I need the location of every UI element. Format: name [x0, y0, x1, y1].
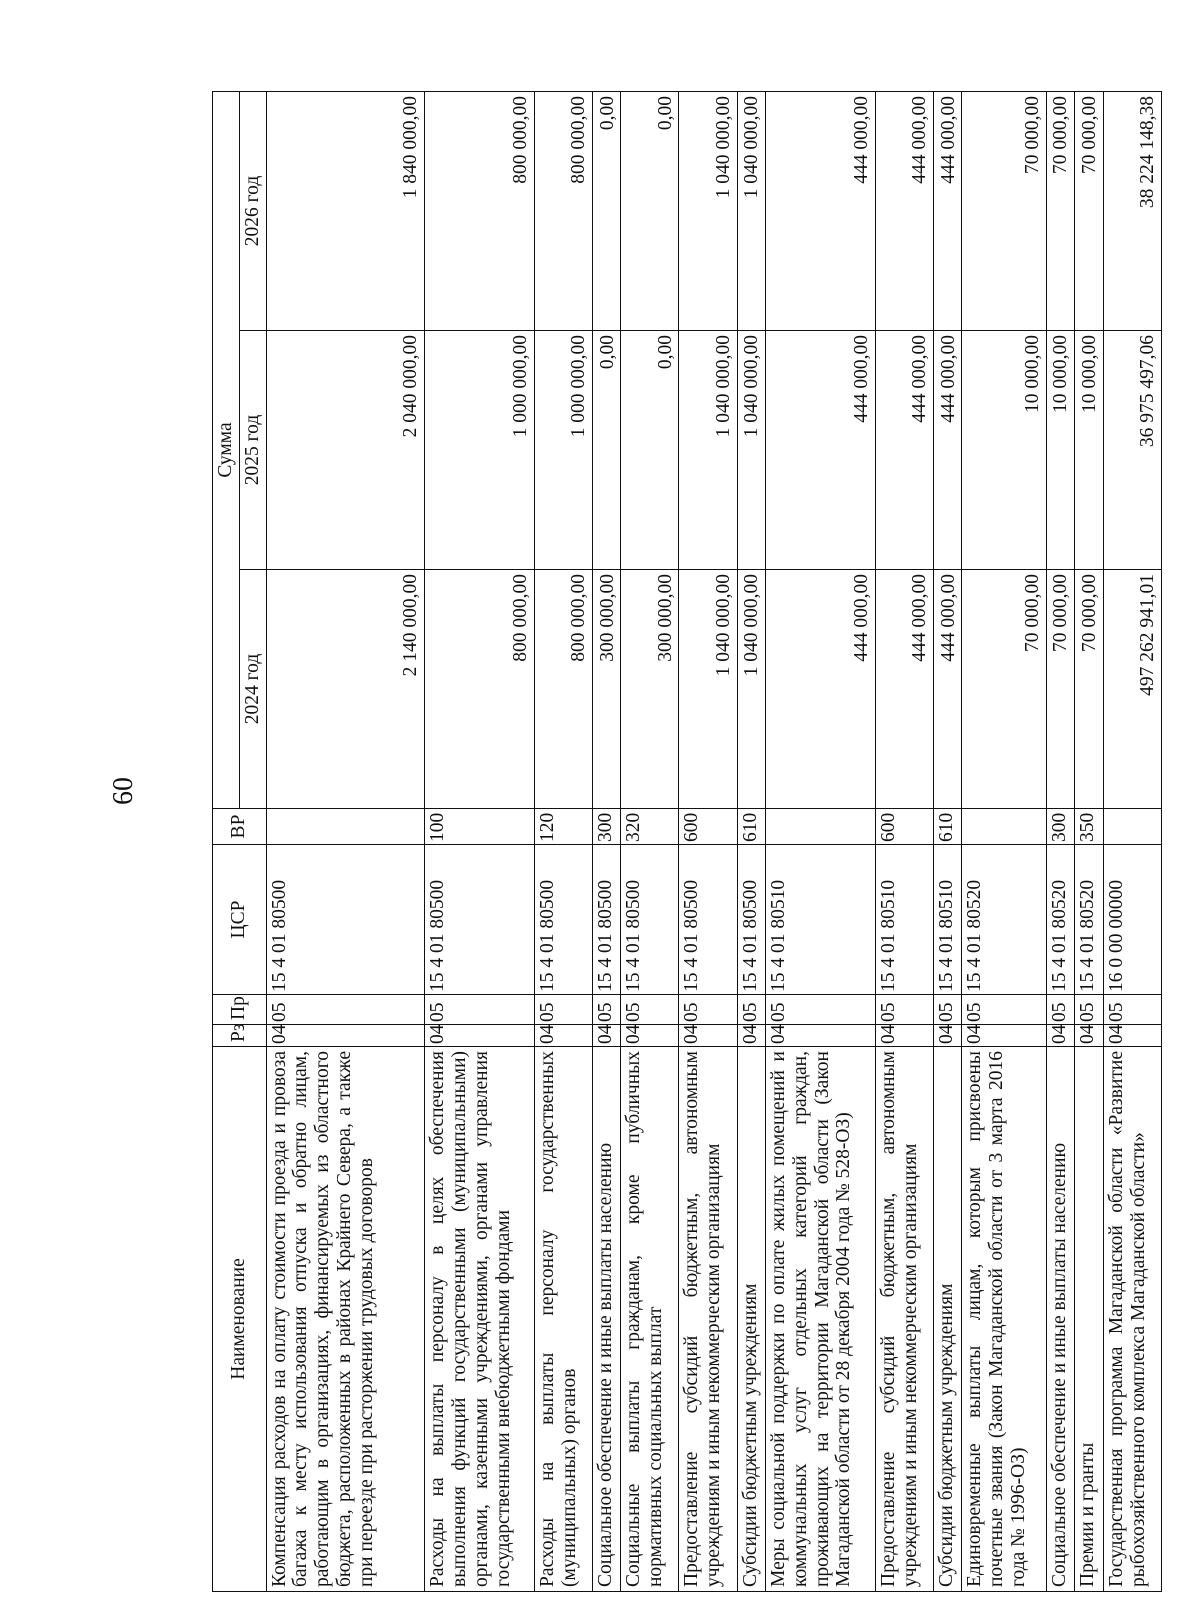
row-rz: 04 — [962, 1025, 1046, 1047]
row-name: Расходы на выплаты персоналу в целях обеспечения выполнения функций государственными (муниципальными) органами, казенными учреждениями, органами управления государственными внебюджетными фондами — [425, 1047, 535, 1592]
row-name: Предоставление субсидий бюджетным, автономным учреждениям и иным некоммерческим организациям — [679, 1047, 737, 1592]
table-row — [875, 92, 933, 1592]
table-row — [621, 92, 679, 1592]
row-sum-2024: 2 140 000,00 — [266, 570, 424, 809]
row-sum-2024: 70 000,00 — [962, 570, 1046, 809]
row-csr: 15 4 01 80520 — [1075, 845, 1104, 995]
table-row — [679, 92, 737, 1592]
header-name: Наименование — [213, 1047, 267, 1592]
row-sum-2025: 36 975 497,06 — [1103, 331, 1161, 570]
row-sum-2024: 444 000,00 — [766, 570, 876, 809]
row-sum-2026: 0,00 — [592, 92, 621, 331]
row-vr — [1103, 809, 1161, 845]
budget-table — [212, 91, 1162, 1592]
row-pr: 05 — [737, 995, 766, 1025]
row-pr: 05 — [592, 995, 621, 1025]
table-row — [425, 92, 535, 1592]
row-vr — [266, 809, 424, 845]
header-csr: ЦСР — [213, 845, 267, 995]
row-sum-2025: 444 000,00 — [933, 331, 962, 570]
header-vr: ВР — [213, 809, 267, 845]
header-pr: Пр — [213, 995, 267, 1025]
row-vr — [766, 809, 876, 845]
row-csr: 15 4 01 80510 — [875, 845, 933, 995]
row-sum-2024: 444 000,00 — [933, 570, 962, 809]
row-rz: 04 — [425, 1025, 535, 1047]
row-csr: 15 4 01 80500 — [266, 845, 424, 995]
row-sum-2025: 10 000,00 — [1046, 331, 1075, 570]
row-sum-2024: 1 040 000,00 — [737, 570, 766, 809]
row-csr: 15 4 01 80500 — [425, 845, 535, 995]
row-sum-2024: 800 000,00 — [534, 570, 592, 809]
row-pr: 05 — [266, 995, 424, 1025]
row-rz: 04 — [1046, 1025, 1075, 1047]
row-name: Социальное обеспечение и иные выплаты населению — [592, 1047, 621, 1592]
row-csr: 15 4 01 80510 — [766, 845, 876, 995]
row-pr: 05 — [766, 995, 876, 1025]
table-row — [534, 92, 592, 1592]
row-csr: 15 4 01 80500 — [534, 845, 592, 995]
header-2024: 2024 год — [239, 570, 266, 809]
row-vr — [962, 809, 1046, 845]
row-sum-2025: 1 040 000,00 — [737, 331, 766, 570]
row-name: Социальные выплаты гражданам, кроме публичных нормативных социальных выплат — [621, 1047, 679, 1592]
header-sum: Сумма — [213, 92, 240, 809]
row-sum-2024: 800 000,00 — [425, 570, 535, 809]
row-sum-2024: 300 000,00 — [592, 570, 621, 809]
budget-table-container — [212, 92, 1162, 1592]
row-rz: 04 — [766, 1025, 876, 1047]
row-sum-2026: 70 000,00 — [962, 92, 1046, 331]
header-rz: Рз — [213, 1025, 267, 1047]
row-rz: 04 — [679, 1025, 737, 1047]
row-name: Меры социальной поддержки по оплате жилых помещений и коммунальных услуг отдельных категорий граждан, проживающих на территории Магаданской области (Закон Магаданской области от 28 декабря 2004 года № 528-ОЗ) — [766, 1047, 876, 1592]
row-sum-2024: 70 000,00 — [1075, 570, 1104, 809]
row-pr: 05 — [425, 995, 535, 1025]
row-rz: 04 — [592, 1025, 621, 1047]
row-name: Премии и гранты — [1075, 1047, 1104, 1592]
table-row — [737, 92, 766, 1592]
row-pr: 05 — [621, 995, 679, 1025]
table-row — [766, 92, 876, 1592]
row-sum-2026: 800 000,00 — [534, 92, 592, 331]
row-name: Субсидии бюджетным учреждениям — [933, 1047, 962, 1592]
row-rz: 04 — [534, 1025, 592, 1047]
row-sum-2026: 70 000,00 — [1075, 92, 1104, 331]
row-sum-2025: 444 000,00 — [766, 331, 876, 570]
page-number: 60 — [108, 777, 139, 805]
row-rz: 04 — [1103, 1025, 1161, 1047]
row-vr: 300 — [592, 809, 621, 845]
row-vr: 350 — [1075, 809, 1104, 845]
row-vr: 610 — [933, 809, 962, 845]
table-body — [266, 92, 1161, 1592]
table-row — [1046, 92, 1075, 1592]
header-2026: 2026 год — [239, 92, 266, 331]
row-sum-2025: 2 040 000,00 — [266, 331, 424, 570]
row-sum-2026: 70 000,00 — [1046, 92, 1075, 331]
row-sum-2026: 444 000,00 — [933, 92, 962, 331]
row-csr: 15 4 01 80500 — [679, 845, 737, 995]
row-sum-2025: 444 000,00 — [875, 331, 933, 570]
row-pr: 05 — [875, 995, 933, 1025]
table-header — [213, 92, 267, 1592]
row-sum-2026: 0,00 — [621, 92, 679, 331]
row-name: Предоставление субсидий бюджетным, автономным учреждениям и иным некоммерческим организациям — [875, 1047, 933, 1592]
row-sum-2025: 1 000 000,00 — [534, 331, 592, 570]
row-sum-2025: 10 000,00 — [1075, 331, 1104, 570]
row-name: Субсидии бюджетным учреждениям — [737, 1047, 766, 1592]
row-vr: 320 — [621, 809, 679, 845]
row-pr: 05 — [679, 995, 737, 1025]
row-name: Государственная программа Магаданской области «Развитие рыбохозяйственного комплекса Магаданской области» — [1103, 1047, 1161, 1592]
row-rz: 04 — [1075, 1025, 1104, 1047]
row-name: Расходы на выплаты персоналу государственных (муниципальных) органов — [534, 1047, 592, 1592]
row-pr: 05 — [962, 995, 1046, 1025]
row-csr: 15 4 01 80500 — [737, 845, 766, 995]
row-sum-2026: 444 000,00 — [875, 92, 933, 331]
row-sum-2026: 444 000,00 — [766, 92, 876, 331]
row-csr: 15 4 01 80510 — [933, 845, 962, 995]
table-row — [1103, 92, 1161, 1592]
row-csr: 15 4 01 80500 — [621, 845, 679, 995]
row-vr: 600 — [875, 809, 933, 845]
row-sum-2024: 444 000,00 — [875, 570, 933, 809]
row-rz: 04 — [266, 1025, 424, 1047]
row-sum-2026: 1 840 000,00 — [266, 92, 424, 331]
row-pr: 05 — [933, 995, 962, 1025]
table-row — [266, 92, 424, 1592]
table-row — [1075, 92, 1104, 1592]
row-rz: 04 — [933, 1025, 962, 1047]
row-rz: 04 — [875, 1025, 933, 1047]
row-pr: 05 — [1075, 995, 1104, 1025]
row-vr: 300 — [1046, 809, 1075, 845]
header-2025: 2025 год — [239, 331, 266, 570]
row-name: Единовременные выплаты лицам, которым присвоены почетные звания (Закон Магаданской области от 3 марта 2016 года № 1996-ОЗ) — [962, 1047, 1046, 1592]
table-row — [933, 92, 962, 1592]
row-sum-2024: 497 262 941,01 — [1103, 570, 1161, 809]
row-pr: 05 — [534, 995, 592, 1025]
row-csr: 15 4 01 80500 — [592, 845, 621, 995]
row-rz: 04 — [737, 1025, 766, 1047]
row-sum-2026: 800 000,00 — [425, 92, 535, 331]
row-name: Социальное обеспечение и иные выплаты населению — [1046, 1047, 1075, 1592]
row-vr: 100 — [425, 809, 535, 845]
row-sum-2026: 38 224 148,38 — [1103, 92, 1161, 331]
row-pr: 05 — [1046, 995, 1075, 1025]
row-sum-2025: 10 000,00 — [962, 331, 1046, 570]
row-vr: 600 — [679, 809, 737, 845]
row-sum-2024: 300 000,00 — [621, 570, 679, 809]
row-sum-2025: 0,00 — [621, 331, 679, 570]
row-vr: 610 — [737, 809, 766, 845]
row-sum-2025: 1 040 000,00 — [679, 331, 737, 570]
table-row — [962, 92, 1046, 1592]
row-sum-2026: 1 040 000,00 — [679, 92, 737, 331]
row-sum-2024: 1 040 000,00 — [679, 570, 737, 809]
row-sum-2025: 1 000 000,00 — [425, 331, 535, 570]
row-name: Компенсация расходов на оплату стоимости проезда и провоза багажа к месту использования отпуска и обратно лицам, работающим в организациях, финансируемых из областного бюджета, расположенных в районах Крайнего Севера, а также при переезде при расторжении трудовых договоров — [266, 1047, 424, 1592]
row-csr: 16 0 00 00000 — [1103, 845, 1161, 995]
row-csr: 15 4 01 80520 — [962, 845, 1046, 995]
row-csr: 15 4 01 80520 — [1046, 845, 1075, 995]
row-vr: 120 — [534, 809, 592, 845]
row-rz: 04 — [621, 1025, 679, 1047]
row-sum-2024: 70 000,00 — [1046, 570, 1075, 809]
row-sum-2025: 0,00 — [592, 331, 621, 570]
row-sum-2026: 1 040 000,00 — [737, 92, 766, 331]
row-pr: 05 — [1103, 995, 1161, 1025]
table-row — [592, 92, 621, 1592]
